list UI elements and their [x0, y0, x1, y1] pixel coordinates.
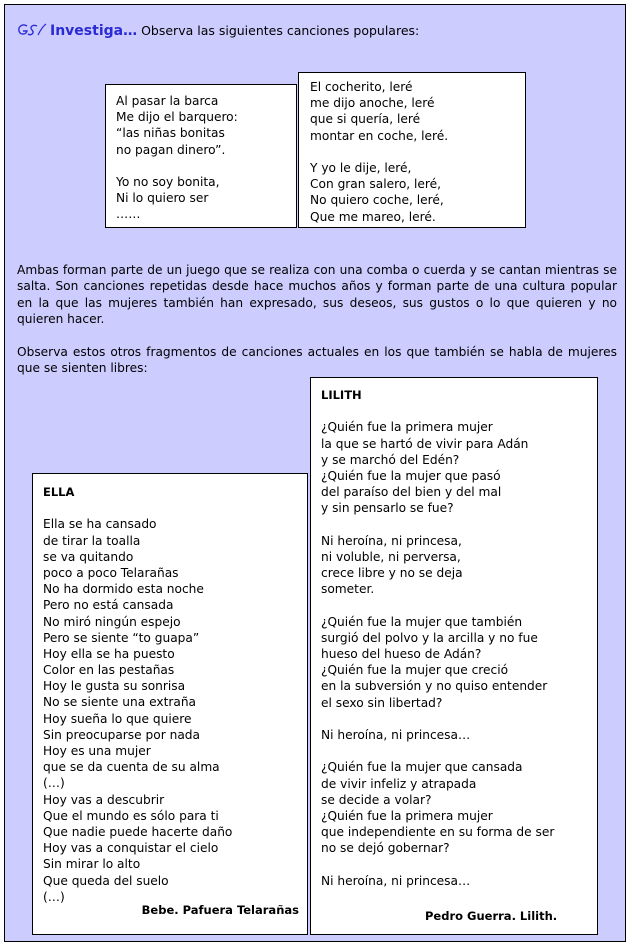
ella-line: Sin mirar lo alto: [43, 857, 141, 872]
lilith-line: el sexo sin libertad?: [321, 695, 443, 710]
ella-line: Hoy le gusta su sonrisa: [43, 679, 186, 694]
ella-line: Pero no está cansada: [43, 598, 174, 613]
ella-line: Que queda del suelo: [43, 873, 169, 888]
ella-line: Hoy sueña lo que quiere: [43, 711, 192, 726]
lilith-line: ¿Quién fue la primera mujer: [321, 808, 493, 823]
song2-line: Con gran salero, leré,: [310, 177, 442, 192]
ella-line: Ella se ha cansado: [43, 517, 157, 532]
lilith-line: que independiente en su forma de ser: [321, 825, 555, 840]
lilith-line: hueso del hueso de Adán?: [321, 647, 482, 661]
lilith-stanza-break: [321, 517, 597, 533]
song1-line: ……: [116, 207, 141, 222]
ella-line: Sin preocuparse por nada: [43, 727, 200, 742]
song2-line: me dijo anoche, leré: [310, 96, 435, 111]
song2-line: Y yo le dije, leré,: [310, 160, 412, 175]
lilith-stanza-break: [321, 856, 597, 872]
ella-line: Que nadie puede hacerte daño: [43, 824, 233, 839]
lilith-line: ¿Quién fue la mujer que pasó: [321, 468, 501, 483]
lilith-line: ni voluble, ni perversa,: [321, 549, 461, 564]
lilith-line: surgió del polvo y la arcilla y no fue: [321, 630, 538, 645]
song2-line: Que me mareo, leré.: [310, 209, 436, 224]
song1-stanza-break: [116, 158, 296, 174]
ella-line: Hoy vas a conquistar el cielo: [43, 841, 219, 856]
song-box-lilith: [310, 377, 598, 935]
song1-line: “las niñas bonitas: [116, 126, 225, 141]
song-box-barca: [105, 84, 297, 228]
song1-line: Ni lo quiero ser: [116, 191, 209, 206]
song2-line: montar en coche, leré.: [310, 128, 449, 143]
lilith-line: y sin pensarlo se fue?: [321, 501, 454, 516]
lilith-stanza-break: [321, 597, 597, 613]
lilith-line: se decide a volar?: [321, 792, 432, 807]
song1-line: Yo no soy bonita,: [116, 174, 220, 189]
lilith-line: no se dejó gobernar?: [321, 841, 450, 856]
song-box-cocherito: [298, 72, 526, 228]
ella-line: No miró ningún espejo: [43, 614, 181, 629]
lilith-title: LILITH: [321, 388, 362, 402]
song1-line: Me dijo el barquero:: [116, 110, 238, 125]
instruction-text: Observa las siguientes canciones populares:: [141, 23, 420, 38]
song2-line: No quiero coche, leré,: [310, 193, 444, 208]
lilith-line: Ni heroína, ni princesa,: [321, 533, 462, 548]
ella-line: (…): [43, 776, 65, 791]
song2-line: El cocherito, leré: [310, 80, 413, 94]
ella-line: (…): [43, 889, 65, 904]
lilith-line: ¿Quién fue la primera mujer: [321, 420, 493, 435]
ella-line: Hoy vas a descubrir: [43, 792, 165, 807]
ella-author: Bebe. Pafuera Telarañas: [141, 902, 299, 917]
lilith-line: Ni heroína, ni princesa…: [321, 873, 471, 888]
lilith-line: de vivir infeliz y atrapada: [321, 776, 477, 791]
song1-line: Al pasar la barca: [116, 94, 219, 108]
cursive-gs-logo-icon: [17, 23, 47, 40]
ella-line: Color en las pestañas: [43, 663, 175, 678]
ella-line: Hoy ella se ha puesto: [43, 646, 175, 661]
worksheet-panel: [4, 4, 626, 942]
lilith-line: crece libre y no se deja: [321, 566, 463, 581]
lilith-line: en la subversión y no quiso entender: [321, 679, 548, 694]
ella-line: Hoy es una mujer: [43, 744, 151, 758]
ella-line: que se da cuenta de su alma: [43, 760, 220, 775]
lilith-line: someter.: [321, 582, 375, 597]
lilith-line: ¿Quién fue la mujer que cansada: [321, 760, 523, 775]
song2-stanza-break: [310, 144, 525, 160]
ella-line: de tirar la toalla: [43, 533, 141, 548]
ella-title: ELLA: [43, 485, 75, 499]
ella-line: No se siente una extraña: [43, 695, 197, 710]
lilith-author: Pedro Guerra. Lilith.: [425, 908, 558, 923]
lilith-line: ¿Quién fue la mujer que creció: [321, 663, 509, 678]
song1-line: no pagan dinero”.: [116, 142, 226, 157]
lilith-line: Ni heroína, ni princesa…: [321, 727, 471, 742]
paragraph-intro: Ambas forman parte de un juego que se realiza con una comba o cuerda y se cantan mientras se salta. Son canciones repetidas desde hace muchos años y forman parte de una cultura popular en la que las mujeres también han expresado, sus deseos, sus gustos o lo que quieren y no quieren hacer.: [17, 263, 617, 326]
header: [17, 23, 419, 40]
lilith-line: y se marchó del Edén?: [321, 452, 460, 467]
ella-line: se va quitando: [43, 549, 134, 564]
lilith-line: del paraíso del bien y del mal: [321, 485, 502, 500]
lilith-stanza-break: [321, 743, 597, 759]
lilith-line: la que se hartó de vivir para Adán: [321, 436, 529, 451]
investiga-title: Investiga…: [50, 23, 138, 39]
ella-line: Que el mundo es sólo para ti: [43, 808, 219, 823]
ella-line: No ha dormido esta noche: [43, 582, 204, 597]
ella-line: poco a poco Telarañas: [43, 565, 179, 580]
lilith-line: ¿Quién fue la mujer que también: [321, 614, 523, 629]
paragraph-fragments: Observa estos otros fragmentos de canciones actuales en los que también se habla de mujeres que se sienten libres:: [17, 345, 617, 376]
ella-line: Pero se siente “to guapa”: [43, 630, 200, 645]
song2-line: que si quería, leré: [310, 112, 421, 127]
song-box-ella: [32, 473, 308, 935]
lilith-stanza-break: [321, 711, 597, 727]
